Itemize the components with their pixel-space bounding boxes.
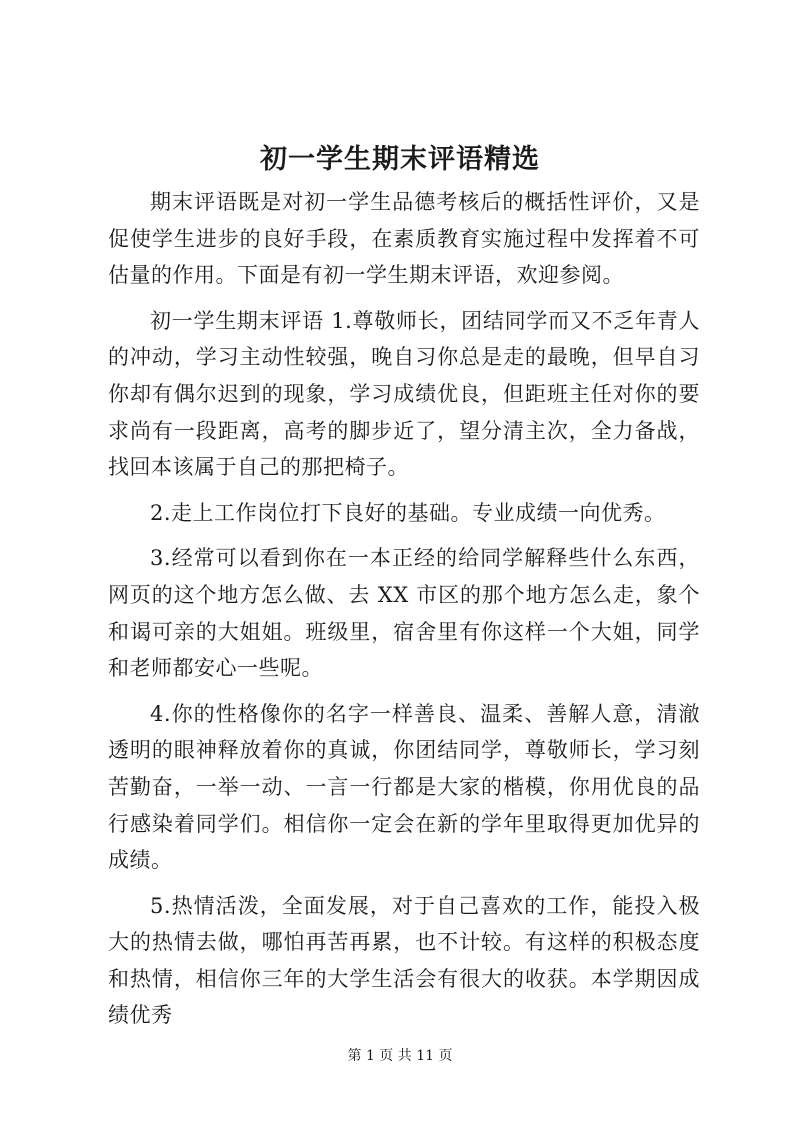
document-title: 初一学生期末评语精选	[260, 144, 540, 175]
document-body	[108, 184, 700, 1043]
intro-paragraph: 期末评语既是对初一学生品德考核后的概括性评价，又是促使学生进步的良好手段，在素质教育实施过程中发挥着不可估量的作用。下面是有初一学生期末评语，欢迎参阅。	[108, 190, 700, 288]
page-number-footer: 第 1 页 共 11 页	[347, 1048, 453, 1064]
comment-paragraph-4: 4.你的性格像你的名字一样善良、温柔、善解人意，清澈透明的眼神释放着你的真诚，你团结同学，尊敬师长，学习刻苦勤奋，一举一动、一言一行都是大家的楷模，你用优良的品行感染着同学们。相信你一定会在新的学年里取得更加优异的成绩。	[108, 701, 700, 873]
comment-paragraph-2: 2.走上工作岗位打下良好的基础。专业成绩一向优秀。	[150, 500, 666, 525]
comment-paragraph-5: 5.热情活泼，全面发展，对于自己喜欢的工作，能投入极大的热情去做，哪怕再苦再累，也不计较。有这样的积极态度和热情，相信你三年的大学生活会有很大的收获。本学期因成绩优秀	[108, 893, 700, 1028]
comment-paragraph-3: 3.经常可以看到你在一本正经的给同学解释些什么东西，网页的这个地方怎么做、去 XX 市区的那个地方怎么走，象个和谒可亲的大姐姐。班级里，宿舍里有你这样一个大姐，同学和老师都安心一些呢。	[108, 546, 700, 681]
comment-paragraph-1: 初一学生期末评语 1.尊敬师长，团结同学而又不乏年青人的冲动，学习主动性较强，晚自习你总是走的最晚，但早自习你却有偶尔迟到的现象，学习成绩优良，但距班主任对你的要求尚有一段距离，高考的脚步近了，望分清主次，全力备战，找回本该属于自己的那把椅子。	[108, 308, 700, 480]
